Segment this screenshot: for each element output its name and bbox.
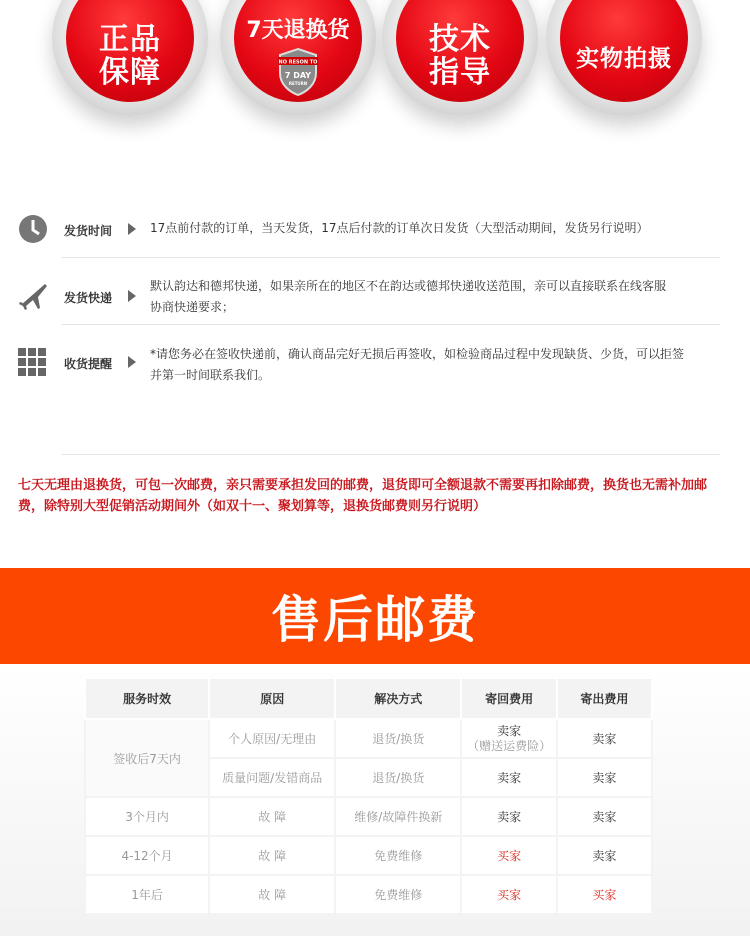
real-photo-line: 实物拍摄: [576, 46, 672, 72]
period-cell: 1年后: [85, 875, 209, 914]
courier-label: 发货快递: [64, 291, 113, 305]
table-header-row: [85, 678, 652, 719]
seal-mid-text: 7 DAY: [284, 71, 312, 80]
period-cell: 3个月内: [85, 797, 209, 836]
col-header-period: 服务时效: [85, 678, 209, 719]
send-fee-cell: 卖家: [557, 797, 652, 836]
genuine-line-1: 正品: [99, 22, 161, 57]
reason-cell: 故 障: [209, 836, 335, 875]
ship-time-label: 发货时间: [64, 224, 113, 238]
receipt-text: *请您务必在签收快递前，确认商品完好无损后再签收，如检验商品过程中发现缺货、少货，可以拒签并第一时间联系我们。: [150, 347, 685, 382]
return-fee-cell: 卖家: [461, 758, 557, 797]
shield-seal-icon: [276, 47, 320, 97]
table-row: [85, 719, 652, 758]
divider: [62, 257, 720, 258]
reason-cell: 质量问题/发错商品: [209, 758, 335, 797]
solution-cell: 免费维修: [335, 875, 461, 914]
arrow-right-icon: [128, 223, 136, 235]
send-fee-cell: 买家: [557, 875, 652, 914]
return-fee-cell: 卖家: [461, 797, 557, 836]
ship-time-text: 17点前付款的订单，当天发货，17点后付款的订单次日发货（大型活动期间，发货另行说明）: [150, 221, 649, 235]
return-fee-cell: 买家: [461, 875, 557, 914]
genuine-badge: [52, 0, 208, 116]
return-fee-cell: [461, 719, 557, 758]
send-fee-cell: 卖家: [557, 719, 652, 758]
solution-cell: 退货/换货: [335, 758, 461, 797]
divider: [62, 324, 720, 325]
return-fee-value: 卖家: [497, 723, 522, 738]
return-policy-note: 七天无理由退换货，可包一次邮费，亲只需要承担发回的邮费，退货即可全额退款不需要再扣除邮费，换货也无需补加邮费，除特别大型促销活动期间外（如双十一、聚划算等，退换货邮费则另行说明）: [18, 478, 708, 514]
seven-day-return-badge: [220, 0, 376, 116]
tech-line-1: 技术: [429, 22, 491, 57]
solution-cell: 维修/故障件换新: [335, 797, 461, 836]
reason-cell: 故 障: [209, 797, 335, 836]
col-header-reason: 原因: [209, 678, 335, 719]
solution-cell: 退货/换货: [335, 719, 461, 758]
table-row: [85, 875, 652, 914]
seal-top-text: NO RESON TO: [278, 59, 318, 66]
return-fee-note: （赠送运费险）: [467, 738, 552, 753]
period-cell: 4-12个月: [85, 836, 209, 875]
send-fee-cell: 卖家: [557, 758, 652, 797]
tech-line-2: 指导: [429, 55, 491, 90]
genuine-line-2: 保障: [99, 55, 161, 90]
reason-cell: 故 障: [209, 875, 335, 914]
airplane-icon: [18, 280, 48, 310]
solution-cell: 免费维修: [335, 836, 461, 875]
send-fee-cell: 卖家: [557, 836, 652, 875]
col-header-return-fee: 寄回费用: [461, 678, 557, 719]
after-sales-fee-table: [84, 677, 653, 915]
period-cell: 签收后7天内: [85, 719, 209, 797]
col-header-send-fee: 寄出费用: [557, 678, 652, 719]
return-fee-cell: 买家: [461, 836, 557, 875]
tech-guide-badge: [382, 0, 538, 116]
real-photo-badge: [546, 0, 702, 116]
divider: [62, 454, 720, 455]
clock-icon: [18, 214, 48, 244]
table-row: [85, 836, 652, 875]
grid-icon: [18, 348, 48, 378]
banner-title: 售后邮费: [271, 591, 479, 649]
col-header-solution: 解决方式: [335, 678, 461, 719]
arrow-right-icon: [128, 356, 136, 368]
receipt-label: 收货提醒: [64, 357, 113, 371]
seal-bot-text: RETURN: [288, 81, 308, 86]
feature-badges: [0, 0, 750, 150]
courier-text: 默认韵达和德邦快递，如果亲所在的地区不在韵达或德邦快递收送范围，亲可以直接联系在线客服协商快递要求；: [150, 279, 667, 314]
table-row: [85, 797, 652, 836]
arrow-right-icon: [128, 290, 136, 302]
reason-cell: 个人原因/无理由: [209, 719, 335, 758]
seven-day-label: 7天退换货: [246, 18, 350, 43]
after-sales-banner: [0, 568, 750, 664]
